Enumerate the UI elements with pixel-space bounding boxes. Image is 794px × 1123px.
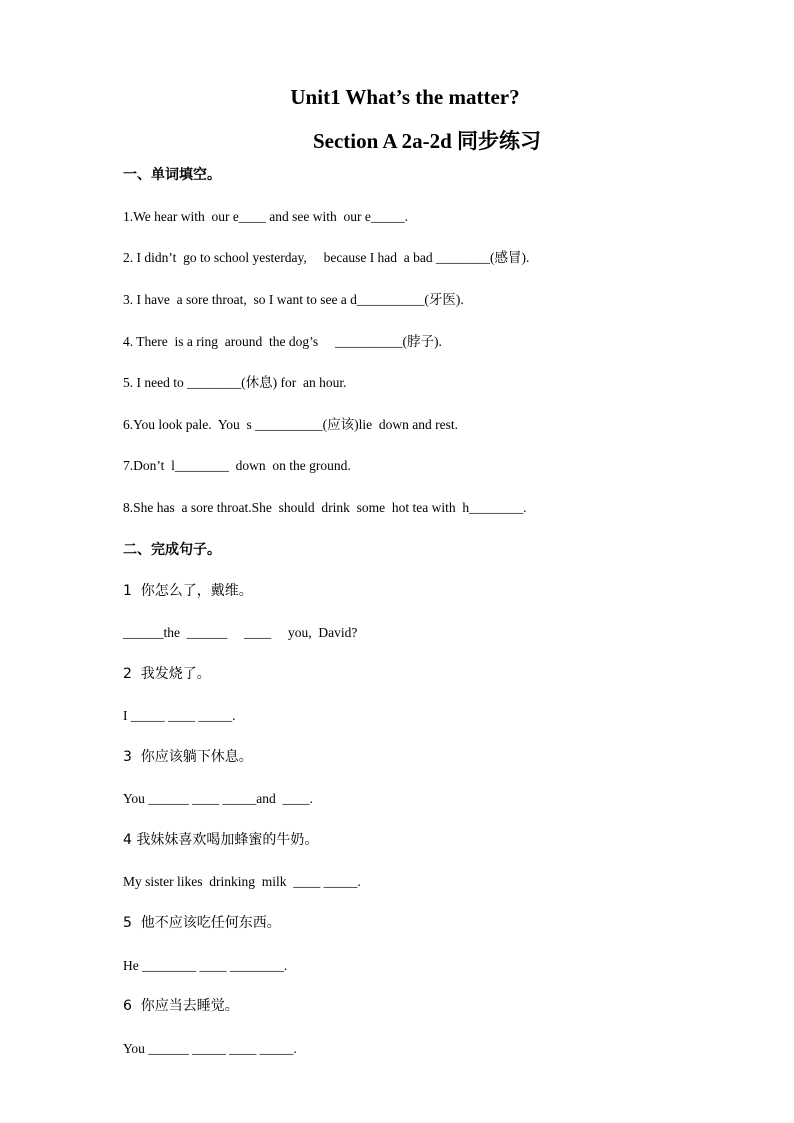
exercise-item: 3. I have a sore throat, so I want to see a d__________(牙医). — [123, 292, 464, 307]
chinese-prompt: 4 我妹妹喜欢喝加蜂蜜的牛奶。 — [123, 832, 319, 848]
chinese-prompt: 1 你怎么了，戴维。 — [123, 583, 253, 599]
chinese-prompt: 2 我发烧了。 — [123, 666, 211, 682]
exercise-item: 2. I didn’t go to school yesterday, because I had a bad ________(感冒). — [123, 250, 530, 265]
chinese-prompt: 3 你应该躺下休息。 — [123, 749, 253, 765]
section-heading-complete-sentences: 二、完成句子。 — [123, 542, 221, 558]
exercise-item: 7.Don’t l________ down on the ground. — [123, 458, 351, 473]
exercise-item: 4. There is a ring around the dog’s __________(脖子). — [123, 334, 442, 349]
english-answer-line: He ________ ____ ________. — [123, 958, 288, 973]
english-answer-line: You ______ ____ _____and ____. — [123, 791, 313, 806]
english-answer-line: My sister likes drinking milk ____ _____. — [123, 874, 361, 889]
exercise-item: 1.We hear with our e____ and see with our e_____. — [123, 209, 408, 224]
section-heading-word-fill: 一、单词填空。 — [123, 167, 221, 183]
chinese-prompt: 6 你应当去睡觉。 — [123, 998, 239, 1014]
worksheet-title: Unit1 What’s the matter? — [290, 85, 520, 109]
english-answer-line: ______the ______ ____ you, David? — [123, 625, 358, 640]
chinese-prompt: 5 他不应该吃任何东西。 — [123, 915, 281, 931]
exercise-item: 5. I need to ________(休息) for an hour. — [123, 375, 347, 390]
english-answer-line: You ______ _____ ____ _____. — [123, 1041, 297, 1056]
exercise-item: 6.You look pale. You s __________(应该)lie down and rest. — [123, 417, 459, 432]
english-answer-line: I _____ ____ _____. — [123, 708, 236, 723]
worksheet-subtitle: Section A 2a-2d 同步练习 — [312, 129, 542, 153]
exercise-item: 8.She has a sore throat.She should drink some hot tea with h________. — [123, 500, 527, 515]
